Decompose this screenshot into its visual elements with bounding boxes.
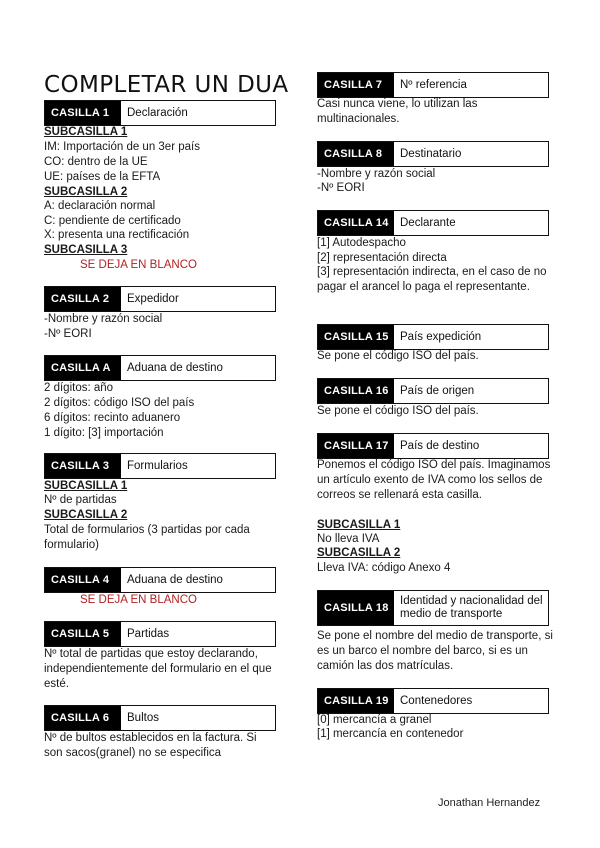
c3-subcasilla-2-label: SUBCASILLA 2 bbox=[44, 509, 128, 521]
c1-sub1-line: IM: Importación de un 3er país bbox=[44, 141, 200, 153]
casilla-16-header bbox=[317, 378, 549, 404]
casilla-2-value: Expedidor bbox=[127, 292, 179, 305]
casilla-1-value: Declaración bbox=[127, 106, 188, 119]
c14-text: [3] representación indirecta, en el caso de no pagar el arancel lo paga el representante. bbox=[317, 266, 547, 293]
c1-sub2-line: C: pendiente de certificado bbox=[44, 215, 181, 227]
c1-sub1-line: CO: dentro de la UE bbox=[44, 156, 148, 168]
c3-sub1-text: Nº de partidas bbox=[44, 494, 117, 506]
casilla-17-header bbox=[317, 433, 549, 459]
c17-text: Ponemos el código ISO del país. Imaginamos un artículo exento de IVA como los sellos de correos se rellenará esta casilla. bbox=[317, 459, 551, 501]
casilla-6-key: CASILLA 6 bbox=[45, 706, 121, 730]
c14-line: [1] Autodespacho bbox=[317, 237, 406, 249]
c1-sub1-line: UE: países de la EFTA bbox=[44, 171, 161, 183]
c1-sub2-line: A: declaración normal bbox=[44, 200, 156, 212]
c8-line: -Nombre y razón social bbox=[317, 168, 436, 180]
casilla-14-value: Declarante bbox=[400, 216, 456, 229]
c6-text: Nº de bultos establecidos en la factura. Si son sacos(granel) no se especifica bbox=[44, 732, 257, 759]
c15-text: Se pone el código ISO del país. bbox=[317, 350, 479, 362]
casilla-14-key: CASILLA 14 bbox=[318, 211, 394, 235]
casilla-14-header bbox=[317, 210, 549, 236]
ca-line: 2 dígitos: código ISO del país bbox=[44, 397, 195, 409]
author-name: Jonathan Hernandez bbox=[438, 797, 541, 809]
casilla-1-header bbox=[44, 100, 276, 126]
c3-sub2-text: Total de formularios (3 partidas por cada formulario) bbox=[44, 524, 250, 551]
casilla-18-header bbox=[317, 590, 549, 626]
c17-subcasilla-1-label: SUBCASILLA 1 bbox=[317, 519, 401, 531]
casilla-19-key: CASILLA 19 bbox=[318, 689, 394, 713]
casilla-15-value: País expedición bbox=[400, 330, 482, 343]
casilla-8-value: Destinatario bbox=[400, 147, 462, 160]
c1-subcasilla-3-label: SUBCASILLA 3 bbox=[44, 244, 128, 256]
casilla-4-header bbox=[44, 567, 276, 593]
casilla-3-value: Formularios bbox=[127, 459, 188, 472]
casilla-7-key: CASILLA 7 bbox=[318, 73, 394, 97]
casilla-15-header bbox=[317, 324, 549, 350]
c4-blank-note: SE DEJA EN BLANCO bbox=[80, 594, 197, 606]
casilla-a-header bbox=[44, 355, 276, 381]
c18-text: Se pone el nombre del medio de transporte, si es un barco el nombre del barco, si es un camión las dos matrículas. bbox=[317, 630, 553, 672]
casilla-5-key: CASILLA 5 bbox=[45, 622, 121, 646]
c1-subcasilla-1-label: SUBCASILLA 1 bbox=[44, 126, 128, 138]
c5-text: Nº total de partidas que estoy declarando, independientemente del formulario en el que esté. bbox=[44, 648, 272, 690]
casilla-a-value: Aduana de destino bbox=[127, 361, 223, 374]
casilla-6-header bbox=[44, 705, 276, 731]
casilla-3-key: CASILLA 3 bbox=[45, 454, 121, 478]
casilla-7-value: Nº referencia bbox=[400, 78, 467, 91]
casilla-6-value: Bultos bbox=[127, 711, 159, 724]
page-title: COMPLETAR UN DUA bbox=[44, 72, 289, 98]
c17-sub1-text: No lleva IVA bbox=[317, 533, 380, 545]
casilla-18-value: Identidad y nacionalidad del medio de transporte bbox=[400, 595, 543, 620]
c7-text: Casi nunca viene, lo utilizan las multinacionales. bbox=[317, 98, 478, 125]
casilla-5-header bbox=[44, 621, 276, 647]
c8-line: -Nº EORI bbox=[317, 182, 365, 194]
casilla-17-value: País de destino bbox=[400, 439, 480, 452]
ca-line: 6 dígitos: recinto aduanero bbox=[44, 412, 181, 424]
casilla-4-value: Aduana de destino bbox=[127, 573, 223, 586]
casilla-a-key: CASILLA A bbox=[45, 356, 121, 380]
casilla-16-value: País de origen bbox=[400, 384, 475, 397]
c17-subcasilla-2-label: SUBCASILLA 2 bbox=[317, 547, 401, 559]
c19-line: [1] mercancía en contenedor bbox=[317, 728, 464, 740]
c1-blank-note: SE DEJA EN BLANCO bbox=[80, 259, 197, 271]
casilla-3-header bbox=[44, 453, 276, 479]
casilla-16-key: CASILLA 16 bbox=[318, 379, 394, 403]
c19-line: [0] mercancía a granel bbox=[317, 714, 432, 726]
c2-line: -Nº EORI bbox=[44, 328, 92, 340]
casilla-8-key: CASILLA 8 bbox=[318, 142, 394, 166]
casilla-8-header bbox=[317, 141, 549, 167]
casilla-5-value: Partidas bbox=[127, 627, 170, 640]
casilla-7-header bbox=[317, 72, 549, 98]
casilla-18-key: CASILLA 18 bbox=[318, 591, 394, 625]
c2-line: -Nombre y razón social bbox=[44, 313, 163, 325]
casilla-19-value: Contenedores bbox=[400, 694, 473, 707]
casilla-1-key: CASILLA 1 bbox=[45, 101, 121, 125]
casilla-4-key: CASILLA 4 bbox=[45, 568, 121, 592]
c16-text: Se pone el código ISO del país. bbox=[317, 405, 479, 417]
casilla-2-header bbox=[44, 286, 276, 312]
c3-subcasilla-1-label: SUBCASILLA 1 bbox=[44, 480, 128, 492]
ca-line: 2 dígitos: año bbox=[44, 382, 114, 394]
casilla-19-header bbox=[317, 688, 549, 714]
c17-sub2-text: Lleva IVA: código Anexo 4 bbox=[317, 562, 451, 574]
ca-line: 1 dígito: [3] importación bbox=[44, 427, 164, 439]
c14-line: [2] representación directa bbox=[317, 252, 447, 264]
casilla-2-key: CASILLA 2 bbox=[45, 287, 121, 311]
casilla-15-key: CASILLA 15 bbox=[318, 325, 394, 349]
c1-subcasilla-2-label: SUBCASILLA 2 bbox=[44, 186, 128, 198]
c1-sub2-line: X: presenta una rectificación bbox=[44, 229, 190, 241]
casilla-17-key: CASILLA 17 bbox=[318, 434, 394, 458]
